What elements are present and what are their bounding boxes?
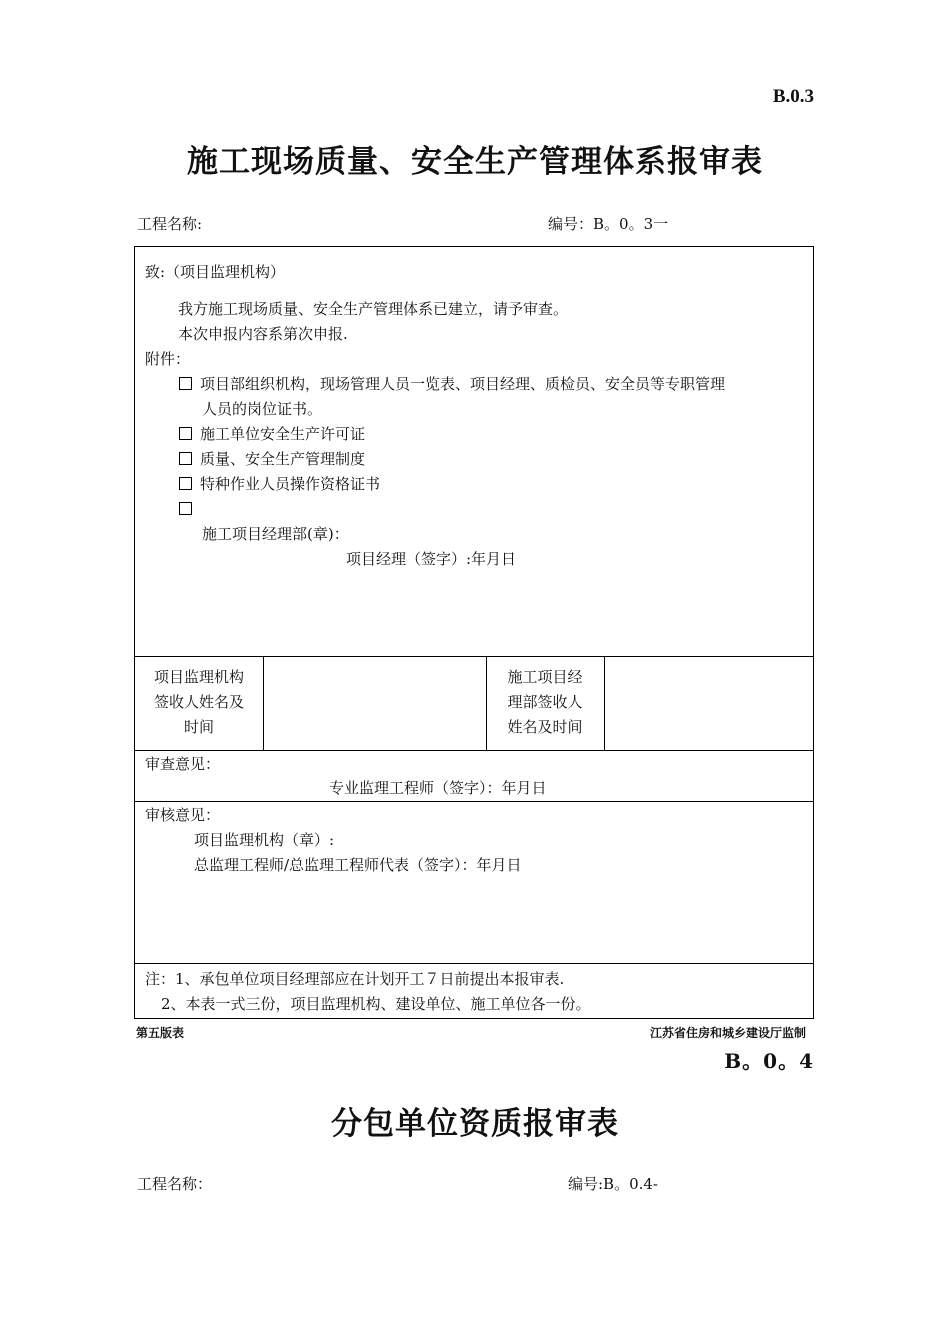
form-code: B.0.3 <box>772 86 814 107</box>
supervisor-label: 江苏省住房和城乡建设厅监制 <box>649 1026 806 1040</box>
edition-label: 第五版表 <box>136 1026 185 1040</box>
review-form-table <box>134 246 814 1019</box>
audit-label: 审核意见： <box>145 806 221 824</box>
table-rule <box>135 963 813 964</box>
note-line: 注：1、承包单位项目经理部应在计划开工７日前提出本报审表. <box>145 970 565 988</box>
receiver-right-label: 施工项目经 理部签收人 姓名及时间 <box>507 668 583 736</box>
review-signature-line: 专业监理工程师（签字）：年月日 <box>329 779 547 797</box>
audit-signature-line: 总监理工程师/总监理工程师代表（签字）：年月日 <box>194 856 522 874</box>
form-number-label-next: 编号:B。0.4- <box>568 1175 659 1193</box>
review-label: 审查意见： <box>145 755 221 773</box>
note-line: 2、本表一式三份，项目监理机构、建设单位、施工单位各一份。 <box>161 995 591 1013</box>
project-name-label: 工程名称: <box>137 215 203 233</box>
checkbox[interactable] <box>179 477 192 490</box>
form-number-label: 编号：B。0。3一 <box>548 215 669 233</box>
receiver-left-label: 项目监理机构 签收人姓名及 时间 <box>153 668 244 736</box>
table-rule <box>263 656 264 750</box>
table-rule <box>135 656 813 657</box>
checkbox[interactable] <box>179 502 192 515</box>
checkbox[interactable] <box>179 452 192 465</box>
attachment-item-continued: 人员的岗位证书。 <box>202 400 323 418</box>
attachment-item <box>179 497 200 522</box>
addressee-line: 致:（项目监理机构） <box>145 263 286 281</box>
checkbox[interactable] <box>179 377 192 390</box>
form-code-next: B。0。4 <box>724 1049 814 1073</box>
form-title-next: 分包单位资质报审表 <box>331 1106 619 1142</box>
form-title: 施工现场质量、安全生产管理体系报审表 <box>187 144 763 180</box>
table-rule <box>604 656 605 750</box>
project-name-label-next: 工程名称： <box>137 1175 213 1193</box>
table-rule <box>135 750 813 751</box>
attachments-label: 附件： <box>145 350 191 368</box>
body-text: 本次申报内容系第次申报. <box>178 325 348 343</box>
dept-stamp-line: 施工项目经理部(章)： <box>202 525 349 543</box>
audit-stamp-line: 项目监理机构（章）: <box>194 831 335 849</box>
checkbox[interactable] <box>179 427 192 440</box>
attachment-item: 项目部组织机构，现场管理人员一览表、项目经理、质检员、安全员等专职管理 <box>179 372 725 397</box>
attachment-item: 特种作业人员操作资格证书 <box>179 472 380 497</box>
pm-signature-line: 项目经理（签字）:年月日 <box>346 550 517 568</box>
attachment-item: 施工单位安全生产许可证 <box>179 422 365 447</box>
body-text: 我方施工现场质量、安全生产管理体系已建立，请予审查。 <box>178 300 569 318</box>
attachment-item: 质量、安全生产管理制度 <box>179 447 365 472</box>
table-rule <box>135 801 813 802</box>
